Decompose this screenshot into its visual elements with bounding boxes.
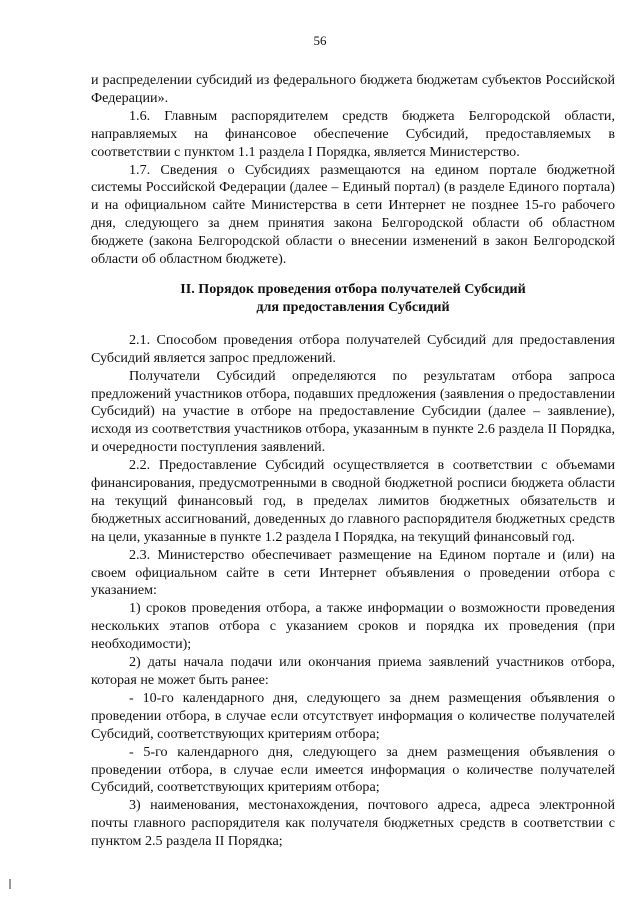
section-heading-line-1: II. Порядок проведения отбора получателей Субсидий [180, 280, 526, 297]
scan-artifact-mark [9, 879, 11, 889]
page-number: 56 [313, 33, 327, 48]
paragraph-2-1: 2.1. Способом проведения отбора получателей Субсидий для предоставления Субсидий является запрос предложений. [91, 331, 615, 366]
paragraph-recipients: Получатели Субсидий определяются по результатам отбора запроса предложений участников отбора, подавших предложения (заявления о предоставлении Субсидий) на участие в отборе на предоставление Субсидии (далее – заявление), исходя из соответствия участников отбора, указанным в пункте 2.6 раздела II Порядка, и очередности поступления заявлений. [91, 367, 615, 456]
paragraph-1-6: 1.6. Главным распорядителем средств бюджета Белгородской области, направляемых на финансовое обеспечение Субсидий, предоставляемых в соответствии с пунктом 1.1 раздела I Порядка, является Министерство. [91, 107, 615, 160]
document-body [91, 72, 615, 851]
paragraph-continuation: и распределении субсидий из федерального бюджета бюджетам субъектов Российской Федерации». [91, 72, 615, 106]
paragraph-2-2: 2.2. Предоставление Субсидий осуществляется в соответствии с объемами финансирования, предусмотренными в сводной бюджетной росписи бюджета области на текущий финансовый год, в пределах лимитов бюджетных обязательств и бюджетных ассигнований, доведенных до главного распорядителя бюджетных средств на цели, указанные в пункте 1.2 раздела I Порядка, на текущий финансовый год. [91, 457, 615, 545]
paragraph-1-7: 1.7. Сведения о Субсидиях размещаются на едином портале бюджетной системы Российской Федерации (далее – Единый портал) (в разделе Единого портала) и на официальном сайте Министерства в сети Интернет не позднее 15-го рабочего дня, следующего за днем принятия закона Белгородской области об областном бюджете (закона Белгородской области о внесении изменений в закон Белгородской области об областном бюджете). [91, 161, 615, 268]
sub-item-5-day: - 5-го календарного дня, следующего за днем размещения объявления о проведении отбора, в случае если имеется информация о количестве получателей Субсидий, соответствующих критериям отбора; [91, 743, 615, 796]
section-heading-line-2: для предоставления Субсидий [256, 298, 450, 315]
sub-item-10-day: - 10-го календарного дня, следующего за днем размещения объявления о проведении отбора, в случае если отсутствует информация о количестве получателей Субсидий, соответствующих критериям отбора; [91, 689, 615, 742]
section-heading [91, 281, 615, 317]
list-item-1: 1) сроков проведения отбора, а также информации о возможности проведения нескольких этапов отбора с указанием сроков и порядка их проведения (при необходимости); [91, 600, 615, 653]
paragraph-2-3: 2.3. Министерство обеспечивает размещение на Едином портале и (или) на своем официальном сайте в сети Интернет объявления о проведении отбора с указанием: [91, 546, 615, 599]
list-item-3: 3) наименования, местонахождения, почтового адреса, адреса электронной почты главного распорядителя как получателя бюджетных средств в соответствии с пунктом 2.5 раздела II Порядка; [91, 797, 615, 850]
list-item-2: 2) даты начала подачи или окончания приема заявлений участников отбора, которая не может быть ранее: [91, 654, 615, 688]
